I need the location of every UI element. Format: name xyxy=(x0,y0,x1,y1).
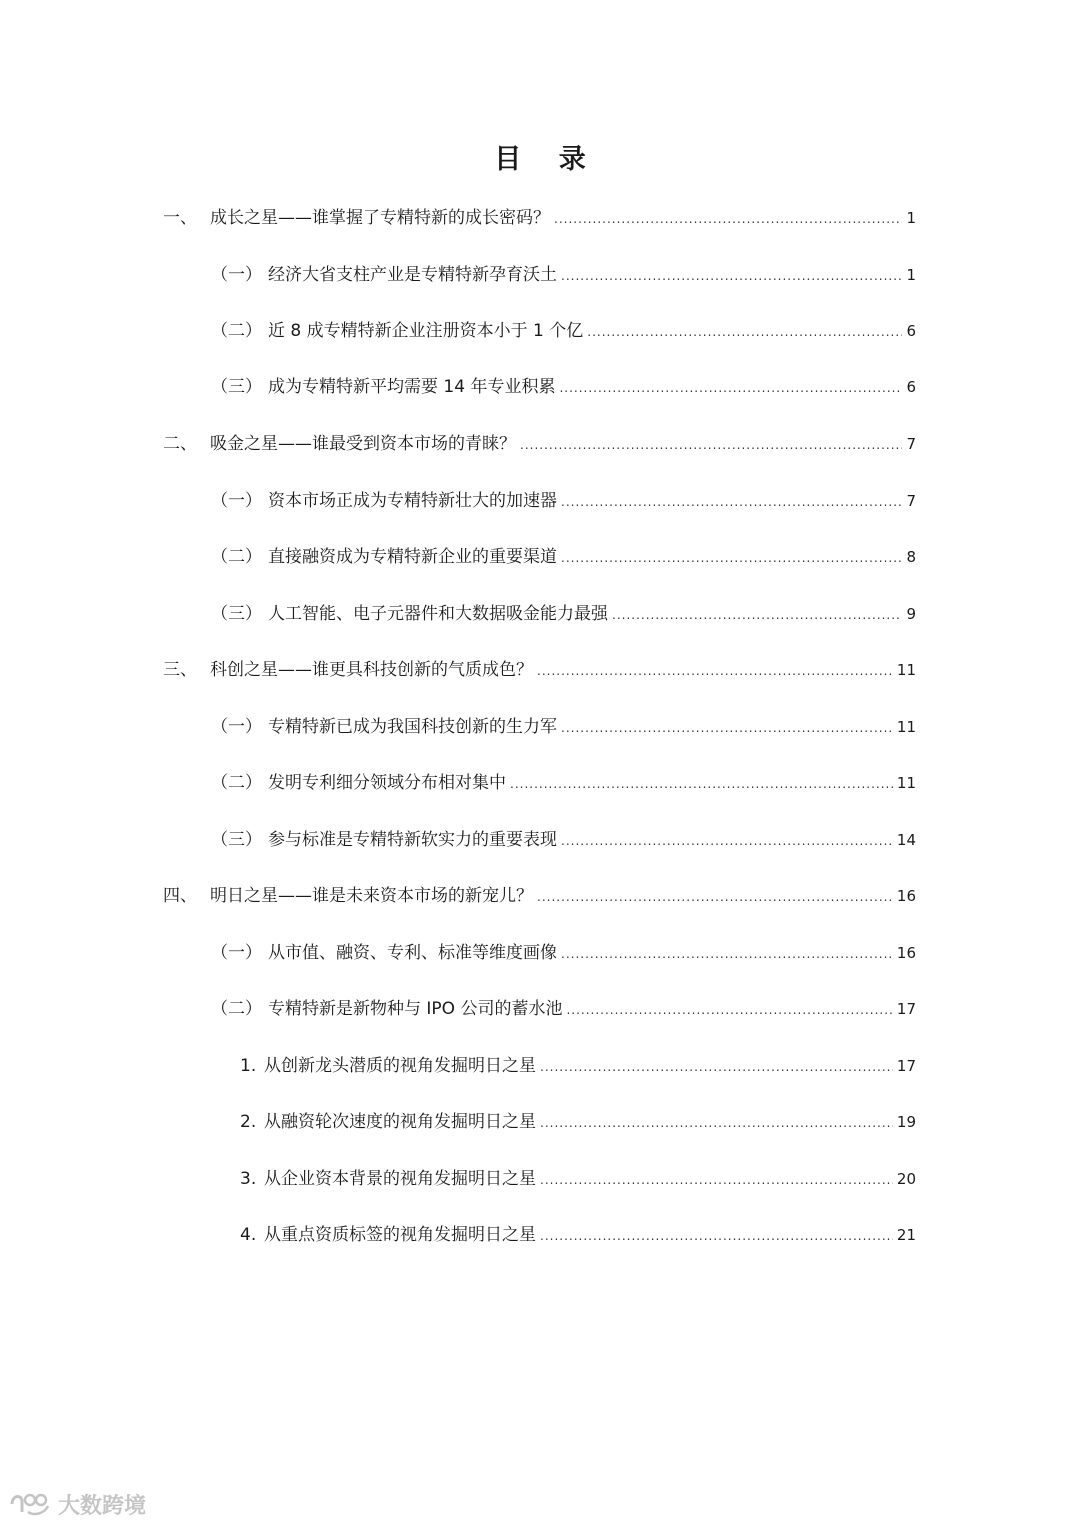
toc-entry-title: 专精特新已成为我国科技创新的生力军 xyxy=(268,717,557,737)
toc-entry-page: 19 xyxy=(896,1113,916,1131)
toc-entry-title: 科创之星——谁更具科技创新的气质成色？ xyxy=(210,660,533,680)
toc-entry[interactable] xyxy=(211,600,916,628)
toc-entry[interactable] xyxy=(211,769,916,797)
brand-logo-icon xyxy=(8,1490,54,1518)
toc-entry-title: 资本市场正成为专精特新壮大的加速器 xyxy=(268,491,557,511)
toc-entry[interactable] xyxy=(163,430,916,458)
toc-entry-title: 从企业资本背景的视角发掘明日之星 xyxy=(264,1169,536,1189)
toc-entry-title: 从市值、融资、专利、标准等维度画像 xyxy=(268,943,557,963)
toc-entry-page: 8 xyxy=(906,548,916,566)
toc-entry-page: 16 xyxy=(896,944,916,962)
toc-dot-leader xyxy=(540,1053,893,1081)
toc-dot-leader xyxy=(540,1222,893,1250)
toc-entry[interactable] xyxy=(211,939,916,967)
toc-entry-page: 1 xyxy=(906,266,916,284)
toc-entry-number: 4. xyxy=(240,1225,257,1245)
toc-dot-leader xyxy=(537,657,893,685)
toc-dot-leader xyxy=(561,544,902,572)
toc-entry-page: 6 xyxy=(906,378,916,396)
toc-entry-number: 一、 xyxy=(163,208,197,228)
toc-entry-page: 21 xyxy=(896,1226,916,1244)
toc-entry-number: （一） xyxy=(211,717,262,737)
toc-entry-title: 明日之星——谁是未来资本市场的新宠儿？ xyxy=(210,886,533,906)
toc-entry-title: 直接融资成为专精特新企业的重要渠道 xyxy=(268,547,557,567)
toc-entry-page: 14 xyxy=(896,831,916,849)
toc-entry-title: 从融资轮次速度的视角发掘明日之星 xyxy=(264,1112,536,1132)
toc-entry[interactable] xyxy=(163,882,916,910)
toc-entry-number: 四、 xyxy=(163,886,197,906)
watermark xyxy=(8,1488,146,1520)
toc-dot-leader xyxy=(561,940,893,968)
toc-dot-leader xyxy=(540,1109,893,1137)
toc-entry[interactable] xyxy=(240,1221,916,1249)
toc-entry[interactable] xyxy=(211,826,916,854)
toc-entry-title: 从创新龙头潜质的视角发掘明日之星 xyxy=(264,1056,536,1076)
toc-entry-number: （二） xyxy=(211,321,262,341)
toc-entry-number: 二、 xyxy=(163,434,197,454)
toc-entry-number: （三） xyxy=(211,377,262,397)
toc-entry-number: （二） xyxy=(211,773,262,793)
toc-entry-page: 9 xyxy=(906,605,916,623)
toc-entry-number: 1. xyxy=(240,1056,257,1076)
toc-dot-leader xyxy=(559,374,902,402)
toc-entry-title: 经济大省支柱产业是专精特新孕育沃土 xyxy=(268,265,557,285)
toc-entry-page: 1 xyxy=(906,209,916,227)
toc-entry[interactable] xyxy=(211,543,916,571)
toc-dot-leader xyxy=(554,205,902,233)
toc-dot-leader xyxy=(566,996,892,1024)
toc-entry[interactable] xyxy=(163,204,916,232)
toc-dot-leader xyxy=(537,883,893,911)
toc-dot-leader xyxy=(612,601,902,629)
toc-entry[interactable] xyxy=(211,373,916,401)
toc-dot-leader xyxy=(561,827,893,855)
toc-entry-number: 2. xyxy=(240,1112,257,1132)
toc-entry[interactable] xyxy=(240,1165,916,1193)
toc-entry[interactable] xyxy=(211,261,916,289)
toc-entry-title: 成长之星——谁掌握了专精特新的成长密码？ xyxy=(210,208,550,228)
toc-entry-number: （三） xyxy=(211,830,262,850)
toc-entry-page: 17 xyxy=(896,1057,916,1075)
toc-entry-title: 成为专精特新平均需要 14 年专业积累 xyxy=(268,377,556,397)
toc-entry-title: 参与标准是专精特新软实力的重要表现 xyxy=(268,830,557,850)
toc-dot-leader xyxy=(561,488,902,516)
toc-entry-page: 16 xyxy=(896,887,916,905)
toc-entry-page: 11 xyxy=(896,774,916,792)
toc-dot-leader xyxy=(510,770,893,798)
toc-dot-leader xyxy=(520,431,902,459)
toc-entry-title: 发明专利细分领域分布相对集中 xyxy=(268,773,506,793)
toc-entry[interactable] xyxy=(240,1108,916,1136)
page-title: 目 录 xyxy=(494,144,600,175)
toc-entry-number: （一） xyxy=(211,265,262,285)
toc-entry[interactable] xyxy=(240,1052,916,1080)
toc-entry-page: 11 xyxy=(896,661,916,679)
toc-entry-title: 近 8 成专精特新企业注册资本小于 1 个亿 xyxy=(268,321,584,341)
toc-entry-number: （二） xyxy=(211,999,262,1019)
toc-dot-leader xyxy=(587,318,902,346)
toc-entry-title: 人工智能、电子元器件和大数据吸金能力最强 xyxy=(268,604,608,624)
toc-dot-leader xyxy=(540,1166,893,1194)
toc-entry-title: 吸金之星——谁最受到资本市场的青睐？ xyxy=(210,434,516,454)
toc-entry-number: （二） xyxy=(211,547,262,567)
toc-entry-number: （三） xyxy=(211,604,262,624)
toc-entry-title: 专精特新是新物种与 IPO 公司的蓄水池 xyxy=(268,999,563,1019)
toc-entry-number: 三、 xyxy=(163,660,197,680)
toc-entry-number: （一） xyxy=(211,943,262,963)
toc-entry-number: 3. xyxy=(240,1169,257,1189)
toc-entry-page: 17 xyxy=(896,1000,916,1018)
toc-entry-page: 20 xyxy=(896,1170,916,1188)
toc-dot-leader xyxy=(561,262,902,290)
toc-entry-number: （一） xyxy=(211,491,262,511)
toc-entry[interactable] xyxy=(211,487,916,515)
toc-entry[interactable] xyxy=(211,713,916,741)
toc-entry-page: 6 xyxy=(906,322,916,340)
toc-dot-leader xyxy=(561,714,893,742)
toc-entry-page: 7 xyxy=(906,492,916,510)
toc-entry-page: 11 xyxy=(896,718,916,736)
watermark-text: 大数跨境 xyxy=(58,1493,147,1519)
toc-entry[interactable] xyxy=(211,317,916,345)
toc-entry-title: 从重点资质标签的视角发掘明日之星 xyxy=(264,1225,536,1245)
toc-entry-page: 7 xyxy=(906,435,916,453)
toc-entry[interactable] xyxy=(163,656,916,684)
toc-entry[interactable] xyxy=(211,995,916,1023)
